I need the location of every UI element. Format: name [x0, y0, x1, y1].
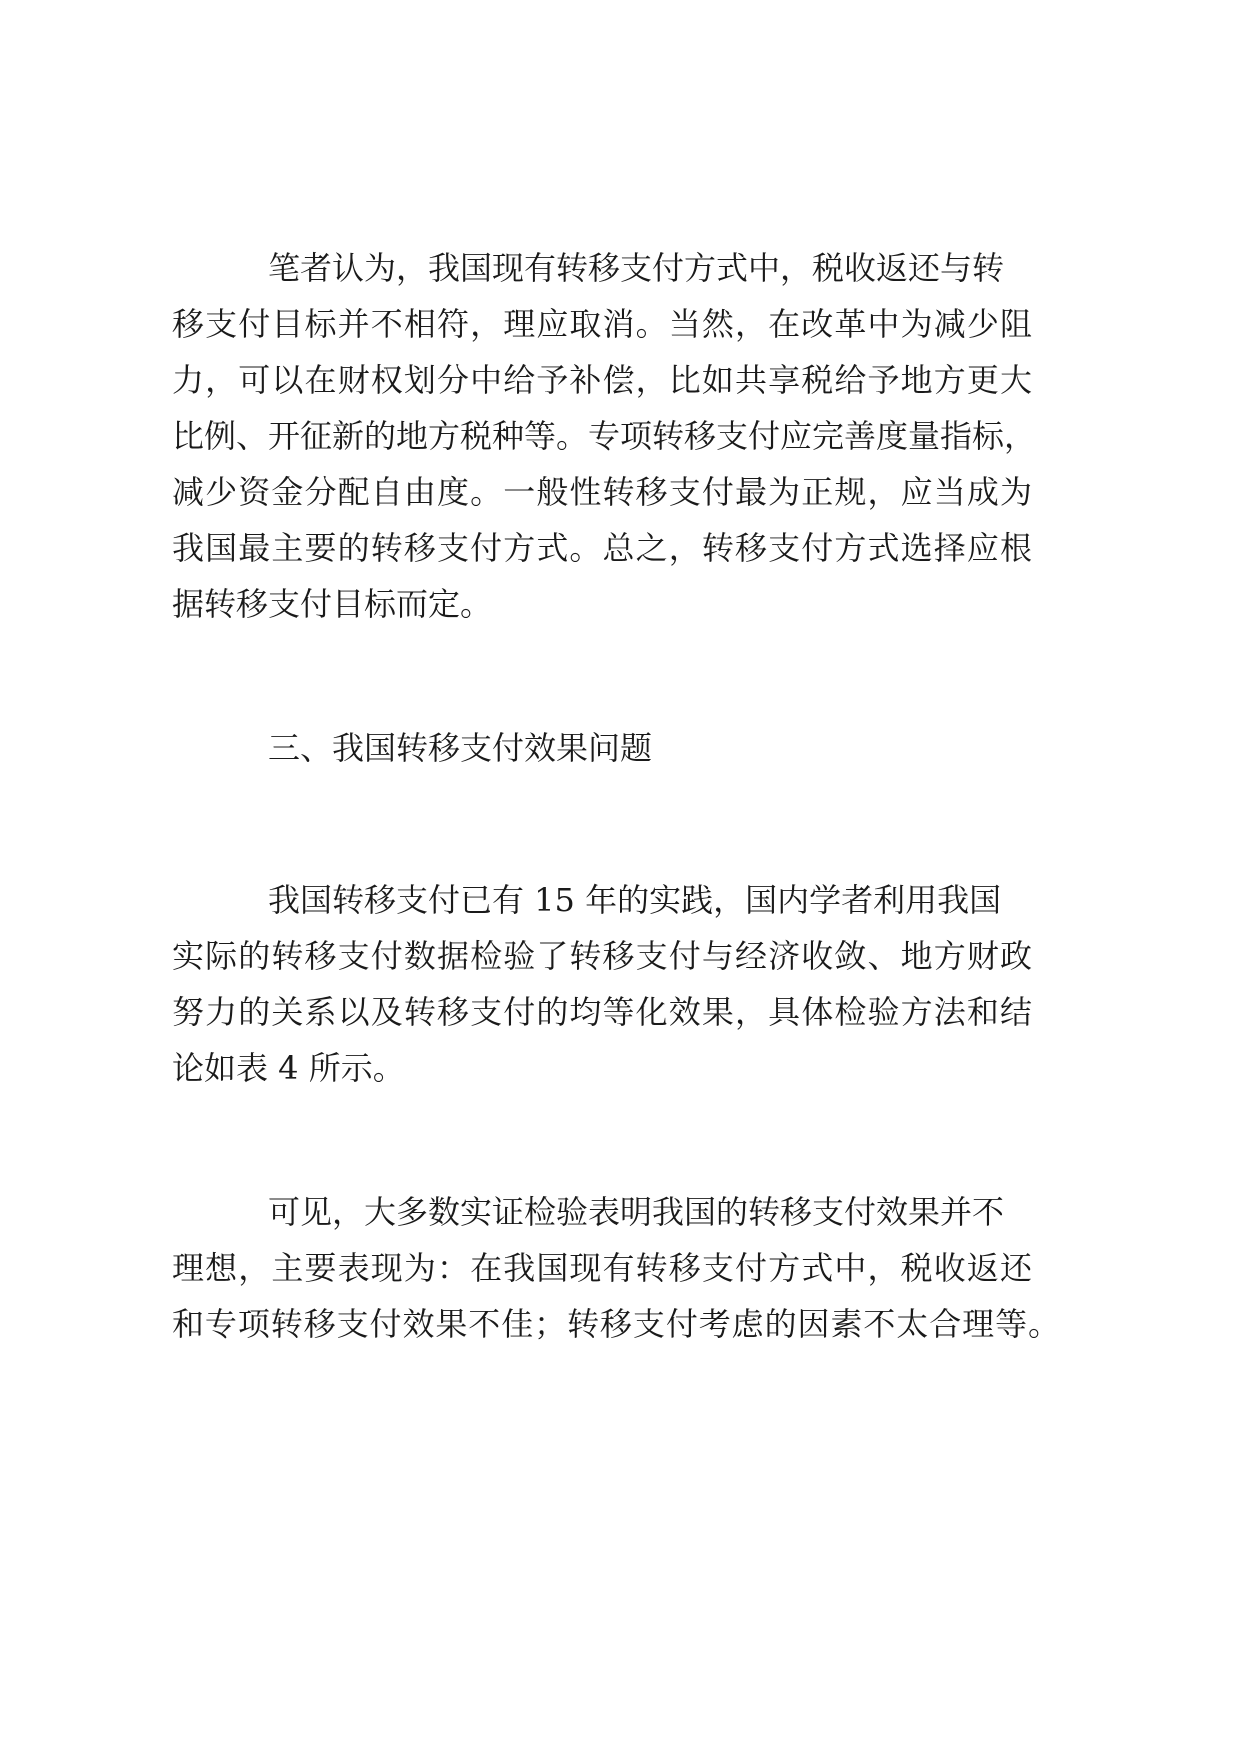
paragraph-1-line-6: 我国最主要的转移支付方式。总之，转移支付方式选择应根	[172, 529, 1032, 567]
paragraph-1-line-7: 据转移支付目标而定。	[172, 585, 493, 623]
paragraph-3-line-1: 可见，大多数实证检验表明我国的转移支付效果并不	[268, 1193, 1005, 1231]
paragraph-2-line-1: 我国转移支付已有 15 年的实践，国内学者利用我国	[268, 881, 1002, 919]
paragraph-3-line-3: 和专项转移支付效果不佳；转移支付考虑的因素不太合理等。	[172, 1305, 1060, 1343]
paragraph-2-line-3: 努力的关系以及转移支付的均等化效果，具体检验方法和结	[172, 993, 1032, 1031]
paragraph-2-line-2: 实际的转移支付数据检验了转移支付与经济收敛、地方财政	[172, 937, 1032, 975]
paragraph-1-line-3: 力，可以在财权划分中给予补偿，比如共享税给予地方更大	[172, 361, 1032, 399]
section-heading: 三、我国转移支付效果问题	[268, 729, 653, 767]
paragraph-1-line-4: 比例、开征新的地方税种等。专项转移支付应完善度量指标，	[172, 417, 1037, 455]
paragraph-1-line-1: 笔者认为，我国现有转移支付方式中，税收返还与转	[268, 249, 1005, 287]
paragraph-2-line-4: 论如表 4 所示。	[172, 1049, 405, 1087]
paragraph-3-line-2: 理想，主要表现为：在我国现有转移支付方式中，税收返还	[172, 1249, 1032, 1287]
paragraph-1-line-5: 减少资金分配自由度。一般性转移支付最为正规，应当成为	[172, 473, 1032, 511]
paragraph-1-line-2: 移支付目标并不相符，理应取消。当然，在改革中为减少阻	[172, 305, 1032, 343]
